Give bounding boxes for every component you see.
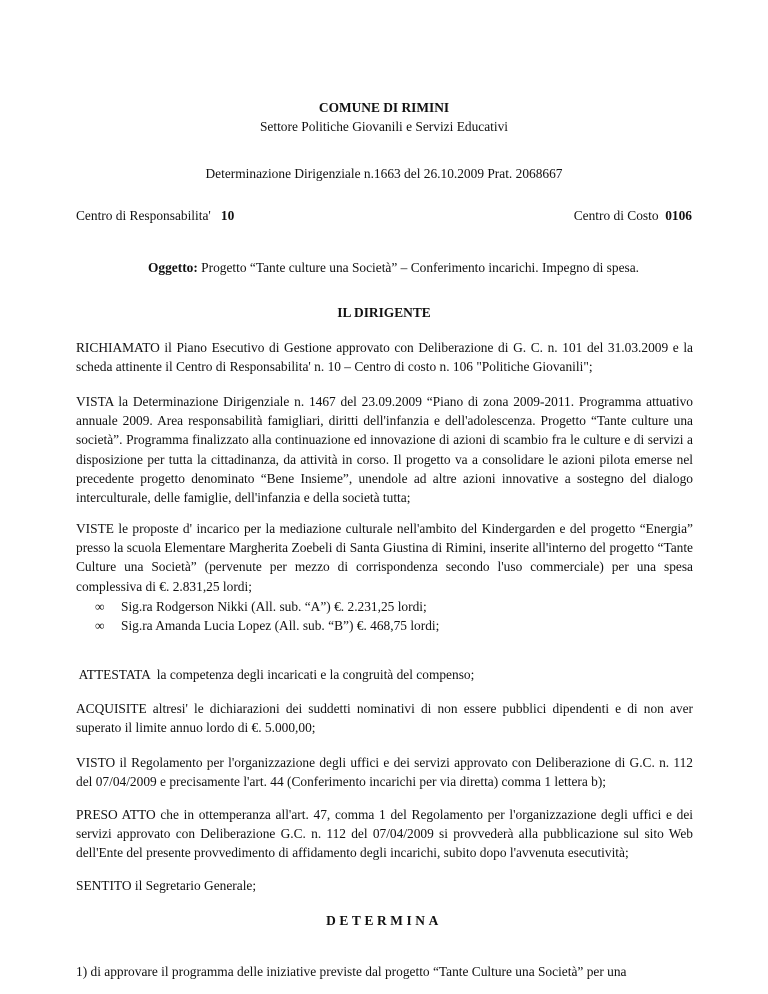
sector-heading: Settore Politiche Giovanili e Servizi Educativi (259, 119, 509, 134)
determination-reference: Determinazione Dirigenziale n.1663 del 26.10.2009 Prat. 2068667 (205, 166, 563, 181)
determina-heading: DETERMINA (326, 913, 442, 928)
subject-label: Oggetto: (148, 260, 198, 275)
paragraph-acquisite: ACQUISITE altresi' le dichiarazioni dei suddetti nominativi di non essere pubblici dipendenti e di non aver superato il limite annuo lordo di €. 5.000,00; (76, 701, 693, 736)
cost-center-label: Centro di Costo (573, 208, 659, 223)
subject-text: Progetto “Tante culture una Società” – Conferimento incarichi. Impegno di spesa. (197, 260, 640, 275)
paragraph-attestata: ATTESTATA la competenza degli incaricati e la congruità del compenso; (76, 667, 475, 682)
paragraph-point-1: 1) di approvare il programma delle iniziative previste dal progetto “Tante Culture una Società” per una (76, 964, 627, 979)
paragraph-richiamato: RICHIAMATO il Piano Esecutivo di Gestione approvato con Deliberazione di G. C. n. 101 del 31.03.2009 e la scheda attinente il Centro di Responsabilita' n. 10 – Centro di costo n. 106 "Politiche Giovanili"; (76, 340, 693, 375)
bullet-symbol: ∞ (95, 599, 105, 614)
bullet-text: Sig.ra Rodgerson Nikki (All. sub. “A”) €. 2.231,25 lordi; (121, 599, 427, 614)
responsibility-center (76, 206, 234, 225)
paragraph-viste: VISTE le proposte d' incarico per la mediazione culturale nell'ambito del Kindergarden e del progetto “Energia” presso la scuola Elementare Margherita Zoebeli di Santa Giustina di Rimini, inserite all'interno del progetto “Tante Culture una Società” (pervenute per mezzo di corrispondenza secondo l'uso commerciale) per una spesa complessiva di €. 2.831,25 lordi; (76, 521, 693, 594)
cost-center-value: 0106 (665, 208, 692, 223)
paragraph-sentito: SENTITO il Segretario Generale; (76, 878, 257, 893)
bullet-item (95, 597, 427, 616)
municipality-heading: COMUNE DI RIMINI (318, 100, 450, 115)
paragraph-vista: VISTA la Determinazione Dirigenziale n. 1467 del 23.09.2009 “Piano di zona 2009-2011. Programma attuativo annuale 2009. Area responsabilità famigliari, diritti dell'infanzia e dell'adolescenza. Progetto “Tante culture una società”. Programma finalizzato alla continuazione ed innovazione di azioni di scambio fra le culture e di servizi a disposizione per tutta la cittadinanza, da attività in corso. Il progetto va a consolidare le azioni pilota emerse nel precedente progetto denominato “Bene Insieme”, unendole ad altre azioni innovative a sostegno del dialogo interculturale, delle famiglie, dell'infanzia e della società tutta; (76, 394, 693, 506)
responsibility-center-value: 10 (220, 208, 235, 223)
paragraph-preso-atto: PRESO ATTO che in ottemperanza all'art. 47, comma 1 del Regolamento per l'organizzazione degli uffici e dei servizi approvato con Deliberazione G.C. n. 112 del 07/04/2009 si provvederà alla pubblicazione sul sito Web dell'Ente del presente provvedimento di affidamento degli incarichi, subito dopo l'avvenuta esecutività; (76, 807, 693, 861)
bullet-item (95, 616, 439, 635)
section-title: IL DIRIGENTE (337, 305, 431, 320)
cost-center (574, 206, 692, 225)
subject-line (148, 258, 639, 277)
bullet-symbol: ∞ (95, 618, 105, 633)
bullet-text: Sig.ra Amanda Lucia Lopez (All. sub. “B”) €. 468,75 lordi; (121, 618, 440, 633)
paragraph-visto: VISTO il Regolamento per l'organizzazione degli uffici e dei servizi approvato con Deliberazione di G.C. n. 112 del 07/04/2009 e precisamente l'art. 44 (Conferimento incarichi per via diretta) comma 1 lettera b); (76, 755, 693, 790)
responsibility-center-label: Centro di Responsabilita' (76, 208, 211, 223)
